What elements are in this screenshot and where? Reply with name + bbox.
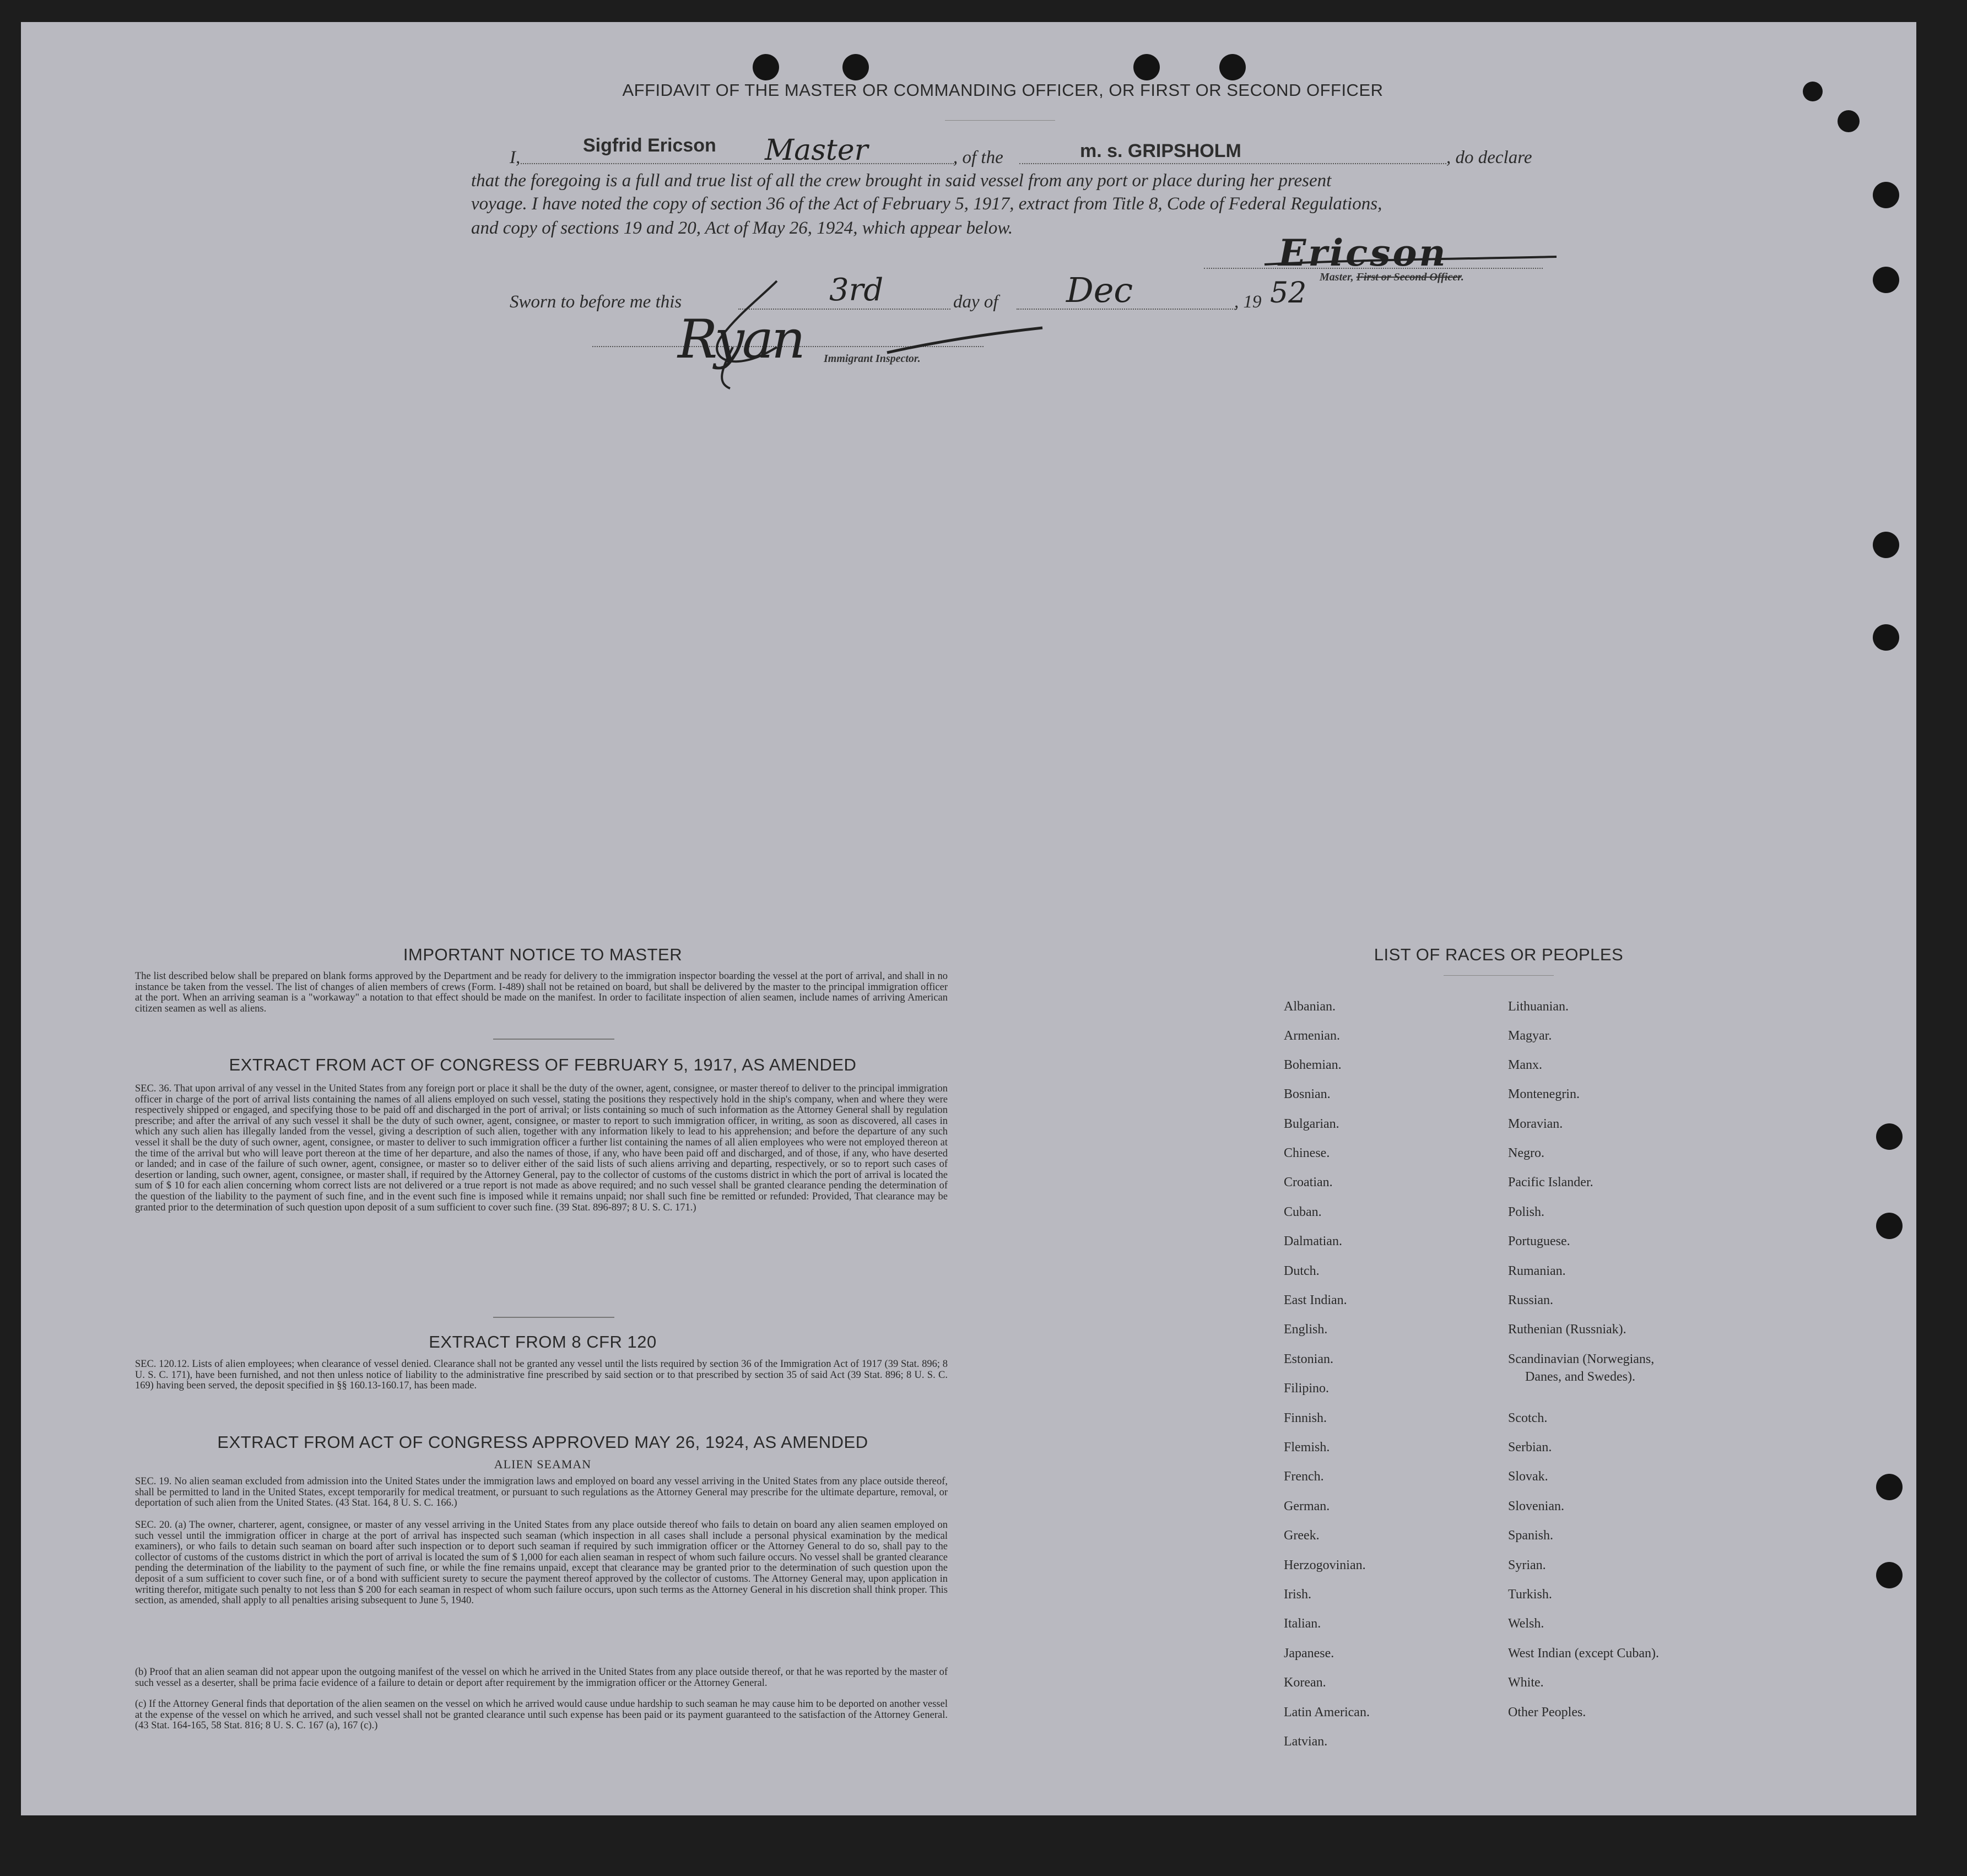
race-item: Greek. bbox=[1284, 1528, 1320, 1543]
master-caption-suffix: . bbox=[1461, 271, 1464, 283]
of-the-label: , of the bbox=[953, 148, 1003, 167]
race-item: Syrian. bbox=[1508, 1558, 1546, 1572]
sworn-label: Sworn to before me this bbox=[510, 292, 682, 312]
race-item: Latvian. bbox=[1284, 1734, 1328, 1749]
race-item: Lithuanian. bbox=[1508, 999, 1569, 1014]
cfr-text: SEC. 120.12. Lists of alien employees; when clearance of vessel denied. Clearance shall not be granted any vessel until the lists required by section 36 of the Immigration Act of 1917 (39 Stat. 896; 8 U. S. C. 171), have been furnished, and not then unless notice of liability to the administrative fine prescribed by said section or to that prescribed by section 35 of said Act (39 Stat. 896; 8 U. S. C. 169) having been served, the deposit specified in §§ 160.13-160.17, has been made. bbox=[135, 1359, 948, 1392]
extract-1917-heading: EXTRACT FROM ACT OF CONGRESS OF FEBRUARY 5, 1917, AS AMENDED bbox=[229, 1055, 857, 1074]
race-item: Negro. bbox=[1508, 1146, 1544, 1160]
race-item: Russian. bbox=[1508, 1293, 1554, 1307]
punch-hole bbox=[1876, 1123, 1903, 1150]
sec-20c-text: (c) If the Attorney General finds that deportation of the alien seamen on the vessel on which he arrived would cause undue hardship to such seaman he may cause him to be deported on another vessel at the expense of the vessel on which he arrived, and such vessel shall not be granted clearance until such expense has been paid or its payment guaranteed to the satisfaction of the Attorney General. (43 Stat. 164-165, 58 Stat. 816; 8 U. S. C. 167 (a), 167 (c).) bbox=[135, 1699, 948, 1732]
i-label: I, bbox=[510, 148, 521, 167]
inspector-caption: Immigrant Inspector. bbox=[824, 353, 921, 365]
race-item: Dutch. bbox=[1284, 1264, 1320, 1278]
race-item: Bosnian. bbox=[1284, 1087, 1331, 1101]
extract-1924-heading: EXTRACT FROM ACT OF CONGRESS APPROVED MAY 26, 1924, AS AMENDED bbox=[217, 1432, 868, 1452]
race-item: Scandinavian (Norwegians, bbox=[1508, 1352, 1655, 1366]
race-item: Filipino. bbox=[1284, 1381, 1330, 1396]
master-name: Sigfrid Ericson bbox=[583, 135, 716, 156]
punch-hole bbox=[1873, 532, 1899, 558]
extract-1917-text: SEC. 36. That upon arrival of any vessel in the United States from any foreign port or place it shall be the duty of the owner, agent, consignee, or master thereof to deliver to the principal immigration officer in charge of the port of arrival lists containing the names of all aliens employed on such vessel, stating the positions they respectively hold in the ship's company, when and where they were respectively shipped or engaged, and specifying those to be paid off and discharged in the port of arrival; or lists containing so much of such information as the Attorney General shall by regulation prescribe; and after the arrival of any such vessel it shall be the duty of such owner, agent, consignee, or master to report to such immigration officer, in writing, as soon as discovered, all cases in which any such alien has illegally landed from the vessel, giving a description of such alien, together with any information likely to lead to his apprehension; and before the departure of any such vessel it shall be the duty of such owner, agent, consignee, or master to deliver to such immigration officer a further list containing the names of all alien employees who were not employed thereon at the time of the arrival but who will leave port thereon at the time of her departure, and also the names of those, if any, who have been paid off and discharged, and of those, if any, who have deserted or landed; and in case of the failure of such owner, agent, consignee, or master so to deliver either of the said lists of such aliens arriving and departing, respectively, or so to report such cases of desertion or landing, such owner, agent, consignee, or master shall, if required by the Attorney General, pay to the collector of customs of the customs district in which the port of arrival is located the sum of $ 10 for each alien concerning whom correct lists are not delivered or a true report is not made as above required; and no such vessel shall be granted clearance pending the determination of the question of the liability to the payment of such fine, and in the event such fine is imposed while it remains unpaid; nor shall such fine be remitted or refunded: Provided, That clearance may be granted prior to the determination of such question upon deposit of a sum sufficient to cover such fine. (39 Stat. 896-897; 8 U. S. C. 171.) bbox=[135, 1083, 948, 1213]
race-item: English. bbox=[1284, 1322, 1328, 1337]
month-value: Dec bbox=[1066, 270, 1133, 310]
race-item: Scotch. bbox=[1508, 1411, 1548, 1425]
race-item: Armenian. bbox=[1284, 1029, 1340, 1043]
inspector-signature: Ryan bbox=[678, 309, 803, 370]
affidavit-line-3: voyage. I have noted the copy of section 36 of the Act of February 5, 1917, extract from Title 8, Code of Federal Regulations, bbox=[471, 194, 1382, 214]
race-item: Slovenian. bbox=[1508, 1499, 1564, 1513]
race-item: Serbian. bbox=[1508, 1440, 1552, 1455]
race-item: French. bbox=[1284, 1469, 1324, 1484]
race-item: Portuguese. bbox=[1508, 1234, 1570, 1248]
races-heading: LIST OF RACES OR PEOPLES bbox=[1374, 945, 1624, 964]
race-item: German. bbox=[1284, 1499, 1330, 1513]
race-item: Italian. bbox=[1284, 1617, 1321, 1631]
day-of-label: day of bbox=[953, 292, 998, 312]
race-item: Japanese. bbox=[1284, 1646, 1334, 1661]
race-item: Danes, and Swedes). bbox=[1525, 1370, 1635, 1384]
race-item: East Indian. bbox=[1284, 1293, 1347, 1307]
name-blank bbox=[521, 163, 956, 164]
divider bbox=[493, 1317, 614, 1318]
race-item: White. bbox=[1508, 1675, 1544, 1690]
punch-hole bbox=[1838, 110, 1860, 132]
sec-20b-text: (b) Proof that an alien seaman did not appear upon the outgoing manifest of the vessel on which he arrived in the United States from any place outside thereof, or that he was reported by the master of such vessel as a deserter, shall be prima facie evidence of a failure to detain or deport after requirement by the immigration officer or the Attorney General. bbox=[135, 1667, 948, 1689]
race-item: Moravian. bbox=[1508, 1117, 1563, 1131]
master-signature: Ericson bbox=[1278, 231, 1448, 274]
divider bbox=[493, 1039, 614, 1040]
race-item: Spanish. bbox=[1508, 1528, 1554, 1543]
race-item: Korean. bbox=[1284, 1675, 1326, 1690]
punch-hole bbox=[1876, 1213, 1903, 1239]
race-item: Manx. bbox=[1508, 1058, 1542, 1072]
race-item: Bohemian. bbox=[1284, 1058, 1342, 1072]
race-item: Albanian. bbox=[1284, 999, 1336, 1014]
sec-20a-text: SEC. 20. (a) The owner, charterer, agent, consignee, or master of any vessel arriving in the United States from any place outside thereof who fails to detain on board any alien seamen employed on such vessel until the immigration officer in charge at the port of arrival has inspected such seaman (which inspection in all cases shall include a personal physical examination by the medical examiners), or who fails to detain such seaman on board after such inspection or to deport such seaman if required by such immigration officer or the Attorney General to do so, shall pay to the collector of customs of the customs district in which the port of arrival is located the sum of $ 1,000 for each alien seaman in respect of whom such failure occurs. No vessel shall be granted clearance pending the determination of the liability to the payment of such fine, or while the fine remains unpaid, except that clearance may be granted prior to the determination of such question upon the deposit of a sum sufficient to cover such fine, or of a bond with sufficient surety to secure the payment thereof approved by the collector of customs. The Attorney General may, upon application in writing therefor, mitigate such penalty to not less than $ 200 for each seaman in respect of whom such failure occurs, upon such terms as the Attorney General in his discretion shall think proper. This section, as amended, shall apply to all penalties arising subsequent to June 5, 1940. bbox=[135, 1520, 948, 1607]
race-item: Turkish. bbox=[1508, 1587, 1552, 1602]
race-item: Irish. bbox=[1284, 1587, 1311, 1602]
punch-hole bbox=[1133, 54, 1160, 80]
cfr-heading: EXTRACT FROM 8 CFR 120 bbox=[429, 1332, 657, 1351]
race-item: Slovak. bbox=[1508, 1469, 1548, 1484]
race-item: Latin American. bbox=[1284, 1705, 1370, 1720]
race-item: Cuban. bbox=[1284, 1205, 1322, 1219]
punch-hole bbox=[1219, 54, 1246, 80]
affidavit-line-2: that the foregoing is a full and true list of all the crew brought in said vessel from any port or place during her present bbox=[471, 171, 1332, 191]
punch-hole bbox=[1873, 624, 1899, 651]
race-item: Other Peoples. bbox=[1508, 1705, 1586, 1720]
day-value: 3rd bbox=[829, 272, 884, 308]
vessel-name: m. s. GRIPSHOLM bbox=[1080, 140, 1241, 161]
year-value: 52 bbox=[1270, 277, 1307, 310]
race-item: Rumanian. bbox=[1508, 1264, 1566, 1278]
race-item: West Indian (except Cuban). bbox=[1508, 1646, 1659, 1661]
punch-hole bbox=[1803, 82, 1823, 101]
rank-handwritten: Master bbox=[765, 134, 868, 167]
master-caption-struck: First or Second Officer bbox=[1356, 271, 1461, 283]
vessel-blank bbox=[1019, 163, 1446, 164]
race-item: Herzogovinian. bbox=[1284, 1558, 1366, 1572]
punch-hole bbox=[1876, 1562, 1903, 1588]
race-item: Bulgarian. bbox=[1284, 1117, 1339, 1131]
race-item: Magyar. bbox=[1508, 1029, 1552, 1043]
year-prefix: , 19 bbox=[1234, 292, 1262, 312]
divider bbox=[1444, 975, 1554, 976]
race-item: Finnish. bbox=[1284, 1411, 1327, 1425]
race-item: Ruthenian (Russniak). bbox=[1508, 1322, 1626, 1337]
race-item: Dalmatian. bbox=[1284, 1234, 1342, 1248]
race-item: Pacific Islander. bbox=[1508, 1175, 1593, 1190]
punch-hole bbox=[1873, 182, 1899, 208]
race-item: Estonian. bbox=[1284, 1352, 1333, 1366]
master-signature-blank bbox=[1204, 268, 1543, 269]
race-item: Welsh. bbox=[1508, 1617, 1544, 1631]
inspector-signature-flourish bbox=[650, 264, 1047, 397]
race-item: Polish. bbox=[1508, 1205, 1545, 1219]
affidavit-heading: AFFIDAVIT OF THE MASTER OR COMMANDING OFFICER, OR FIRST OR SECOND OFFICER bbox=[622, 80, 1384, 100]
race-item: Chinese. bbox=[1284, 1146, 1330, 1160]
notice-text: The list described below shall be prepared on blank forms approved by the Department and be ready for delivery to the immigration inspector boarding the vessel at the port of arrival, and shall in no instance be taken from the vessel. The list of changes of alien members of crews (Form. I-489) shall not be retained on board, but shall be delivered by the master to the principal immigration officer at the port. When an arriving seaman is a "workaway" a notation to that effect should be made on the manifest. In order to facilitate inspection of alien seamen, include names of arriving American citizen seamen as well as aliens. bbox=[135, 971, 948, 1014]
punch-hole bbox=[1873, 267, 1899, 293]
race-item: Croatian. bbox=[1284, 1175, 1333, 1190]
sec-19-text: SEC. 19. No alien seaman excluded from admission into the United States under the immigration laws and employed on board any vessel arriving in the United States from any place outside thereof, shall be permitted to land in the United States, except temporarily for medical treatment, or pursuant to such regulations as the Attorney General may prescribe for the ultimate departure, removal, or deportation of such alien from the United States. (43 Stat. 164, 8 U. S. C. 166.) bbox=[135, 1476, 948, 1509]
divider bbox=[945, 120, 1055, 121]
race-item: Montenegrin. bbox=[1508, 1087, 1580, 1101]
master-signature-underline bbox=[1262, 248, 1559, 270]
do-declare-label: , do declare bbox=[1446, 148, 1532, 167]
punch-hole bbox=[1876, 1474, 1903, 1500]
race-item: Flemish. bbox=[1284, 1440, 1330, 1455]
notice-heading: IMPORTANT NOTICE TO MASTER bbox=[403, 945, 683, 964]
alien-seaman-subheading: ALIEN SEAMAN bbox=[494, 1457, 592, 1471]
master-caption bbox=[1320, 271, 1464, 284]
affidavit-line-4: and copy of sections 19 and 20, Act of May 26, 1924, which appear below. bbox=[471, 218, 1013, 238]
punch-hole bbox=[842, 54, 869, 80]
master-caption-prefix: Master, bbox=[1320, 271, 1357, 283]
punch-hole bbox=[753, 54, 779, 80]
